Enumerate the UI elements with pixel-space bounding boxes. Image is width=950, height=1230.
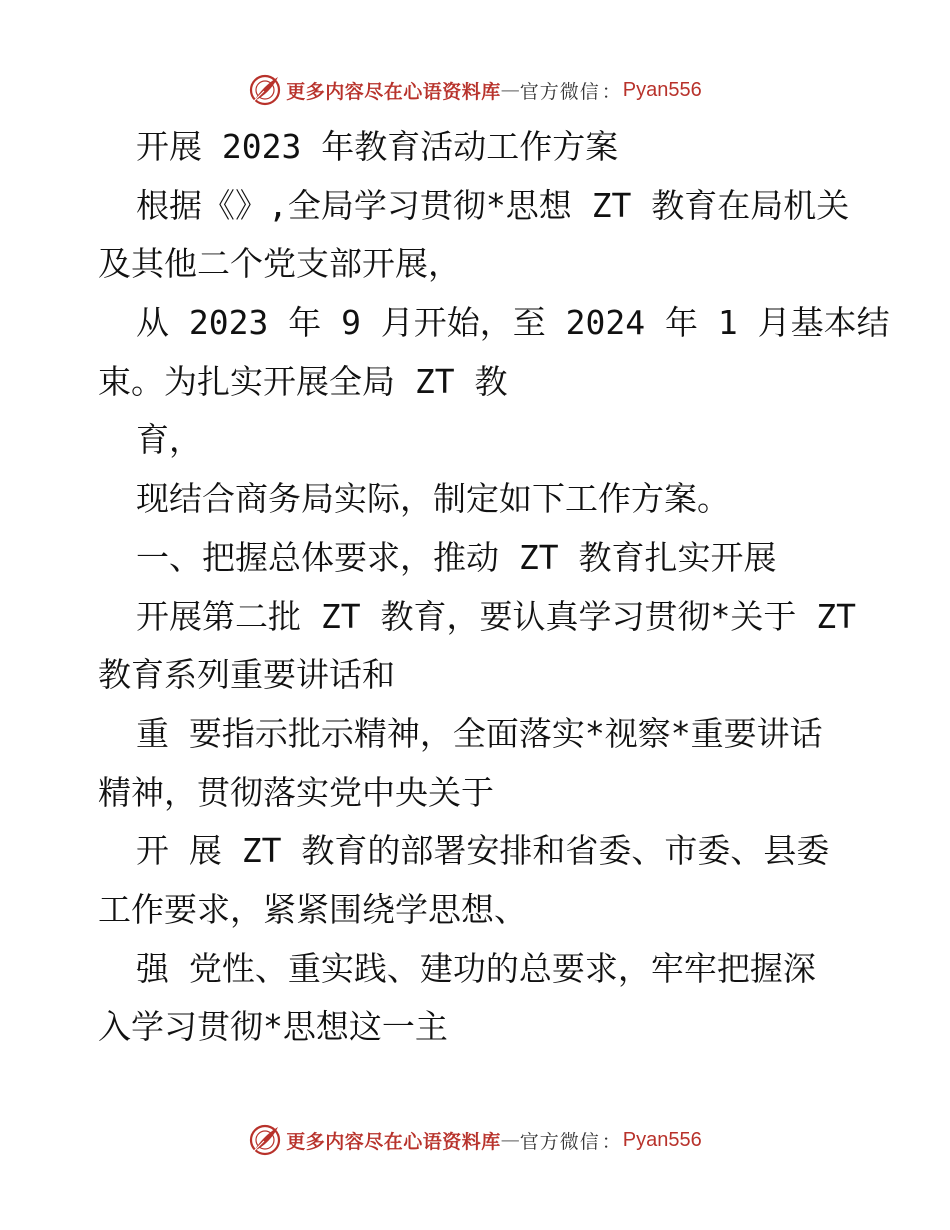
paragraph-line: 精神，贯彻落实党中央关于 (98, 772, 494, 812)
paragraph-line: 从 2023 年 9 月开始，至 2024 年 1 月基本结 (136, 303, 890, 343)
document-title: 开展 2023 年教育活动工作方案 (136, 127, 619, 166)
header-banner (0, 70, 950, 110)
paragraph-line: 重 要指示批示精神，全面落实*视察*重要讲话 (136, 713, 823, 753)
paragraph-line: 教育系列重要讲话和 (98, 655, 395, 695)
feather-pen-logo-icon (248, 73, 282, 107)
paragraph-line: 强 党性、重实践、建功的总要求，牢牢把握深 (136, 948, 816, 988)
paragraph-line: 及其他二个党支部开展， (98, 244, 461, 284)
banner-separator: — (500, 79, 520, 101)
banner-wechat-label: 官方微信 (519, 1130, 600, 1153)
banner-wechat-id: Pyan556 (622, 1128, 702, 1151)
paragraph-line: 束。为扎实开展全局 ZT 教 (98, 361, 508, 401)
banner-colon: ： (601, 80, 621, 103)
paragraph-line: 根据《》,全局学习贯彻*思想 ZT 教育在局机关 (136, 185, 850, 225)
banner-wechat-id: Pyan556 (622, 78, 702, 101)
document-body (98, 118, 890, 1057)
footer-banner (0, 1120, 950, 1160)
paragraph-line: 育， (136, 420, 202, 460)
banner-wechat-label: 官方微信 (519, 80, 600, 103)
banner-main-text: 更多内容尽在心语资料库 (286, 80, 501, 103)
paragraph-line: 工作要求，紧紧围绕学思想、 (98, 889, 527, 929)
banner-separator: — (500, 1129, 520, 1151)
section-heading: 一、把握总体要求，推动 ZT 教育扎实开展 (136, 537, 777, 577)
feather-pen-logo-icon (248, 1123, 282, 1157)
paragraph-line: 开展第二批 ZT 教育，要认真学习贯彻*关于 ZT (136, 596, 856, 636)
paragraph-line: 现结合商务局实际，制定如下工作方案。 (136, 479, 730, 519)
banner-main-text: 更多内容尽在心语资料库 (286, 1130, 501, 1153)
banner-colon: ： (601, 1130, 621, 1153)
paragraph-line: 入学习贯彻*思想这一主 (98, 1007, 448, 1047)
paragraph-line: 开 展 ZT 教育的部署安排和省委、市委、县委 (136, 831, 830, 871)
